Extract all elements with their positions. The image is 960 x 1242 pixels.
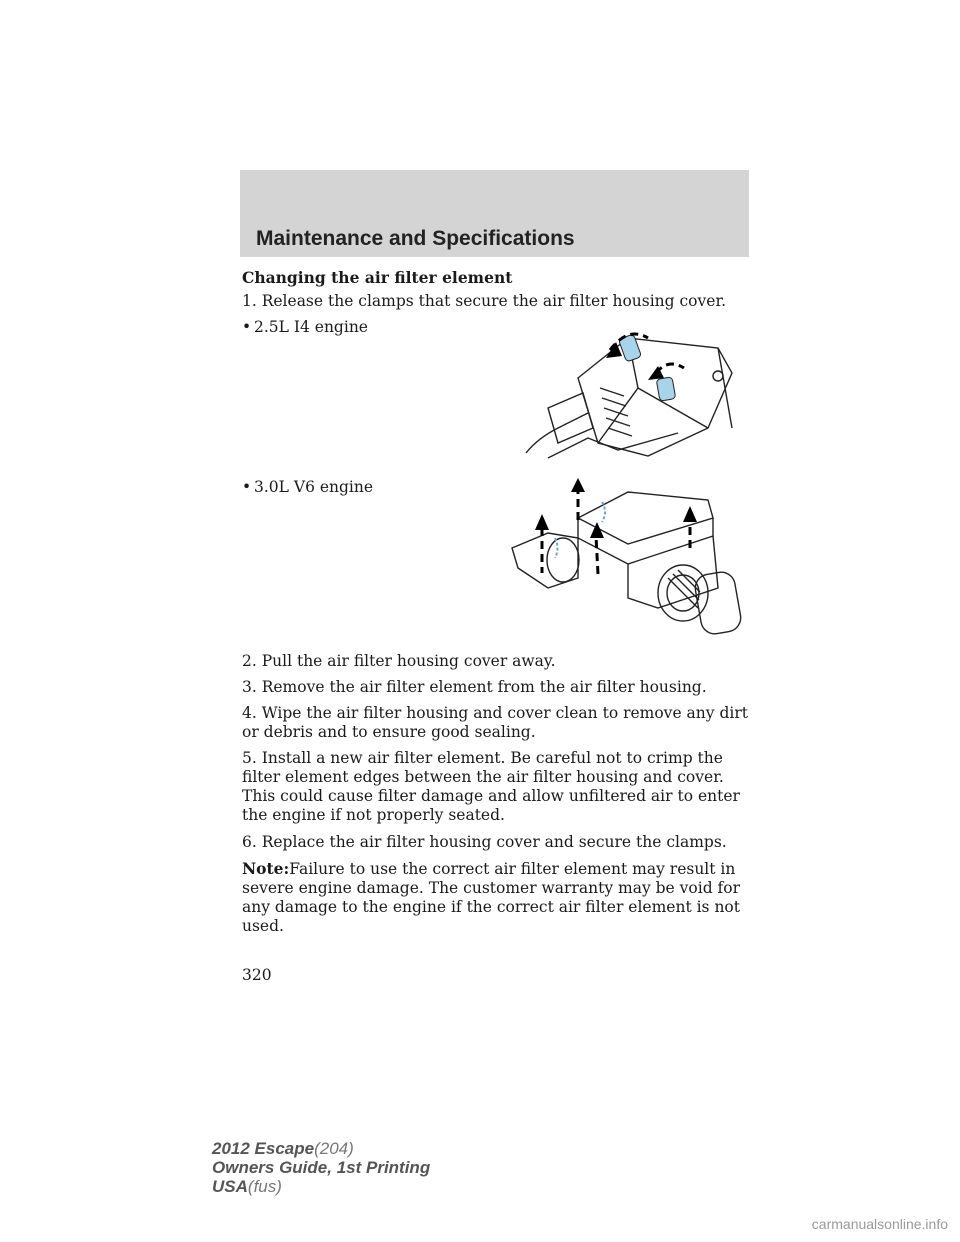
step-2: 2. Pull the air filter housing cover away. xyxy=(242,652,556,670)
procedure-heading: Changing the air filter element xyxy=(242,268,513,287)
note-label: Note: xyxy=(242,859,290,878)
print-footer xyxy=(212,1139,430,1196)
warranty-note xyxy=(242,859,754,936)
footer-edition: Owners Guide, 1st Printing xyxy=(212,1158,431,1177)
footer-model-code: (204) xyxy=(314,1139,354,1158)
i4-air-filter-illustration xyxy=(518,318,740,468)
section-title: Maintenance and Specifications xyxy=(256,227,575,250)
v6-air-filter-illustration xyxy=(508,478,744,638)
section-header-band xyxy=(240,170,749,257)
footer-model: 2012 Escape xyxy=(212,1139,315,1158)
bullet-icon: • xyxy=(242,318,252,336)
bullet-v6-label: 3.0L V6 engine xyxy=(254,478,374,496)
watermark-text: carmanualsonline.info xyxy=(811,1216,948,1232)
step-3: 3. Remove the air filter element from the air filter housing. xyxy=(242,678,707,696)
step-4: 4. Wipe the air filter housing and cover clean to remove any dirt or debris and to ensure good sealing. xyxy=(242,704,748,741)
step-5: 5. Install a new air filter element. Be careful not to crimp the filter element edges between the air filter housing and cover. This could cause filter damage and allow unfiltered air to enter the engine if not properly seated. xyxy=(242,749,740,824)
note-text: Failure to use the correct air filter element may result in severe engine damage. The customer warranty may be void for any damage to the engine if the correct air filter element is not used. xyxy=(242,860,741,935)
page-number: 320 xyxy=(242,966,272,984)
step-1: 1. Release the clamps that secure the air filter housing cover. xyxy=(242,292,727,310)
footer-market: USA xyxy=(212,1177,248,1196)
step-6: 6. Replace the air filter housing cover and secure the clamps. xyxy=(242,833,727,851)
bullet-i4-label: 2.5L I4 engine xyxy=(254,318,368,336)
footer-market-code: (fus) xyxy=(247,1177,282,1196)
bullet-icon: • xyxy=(242,478,252,496)
